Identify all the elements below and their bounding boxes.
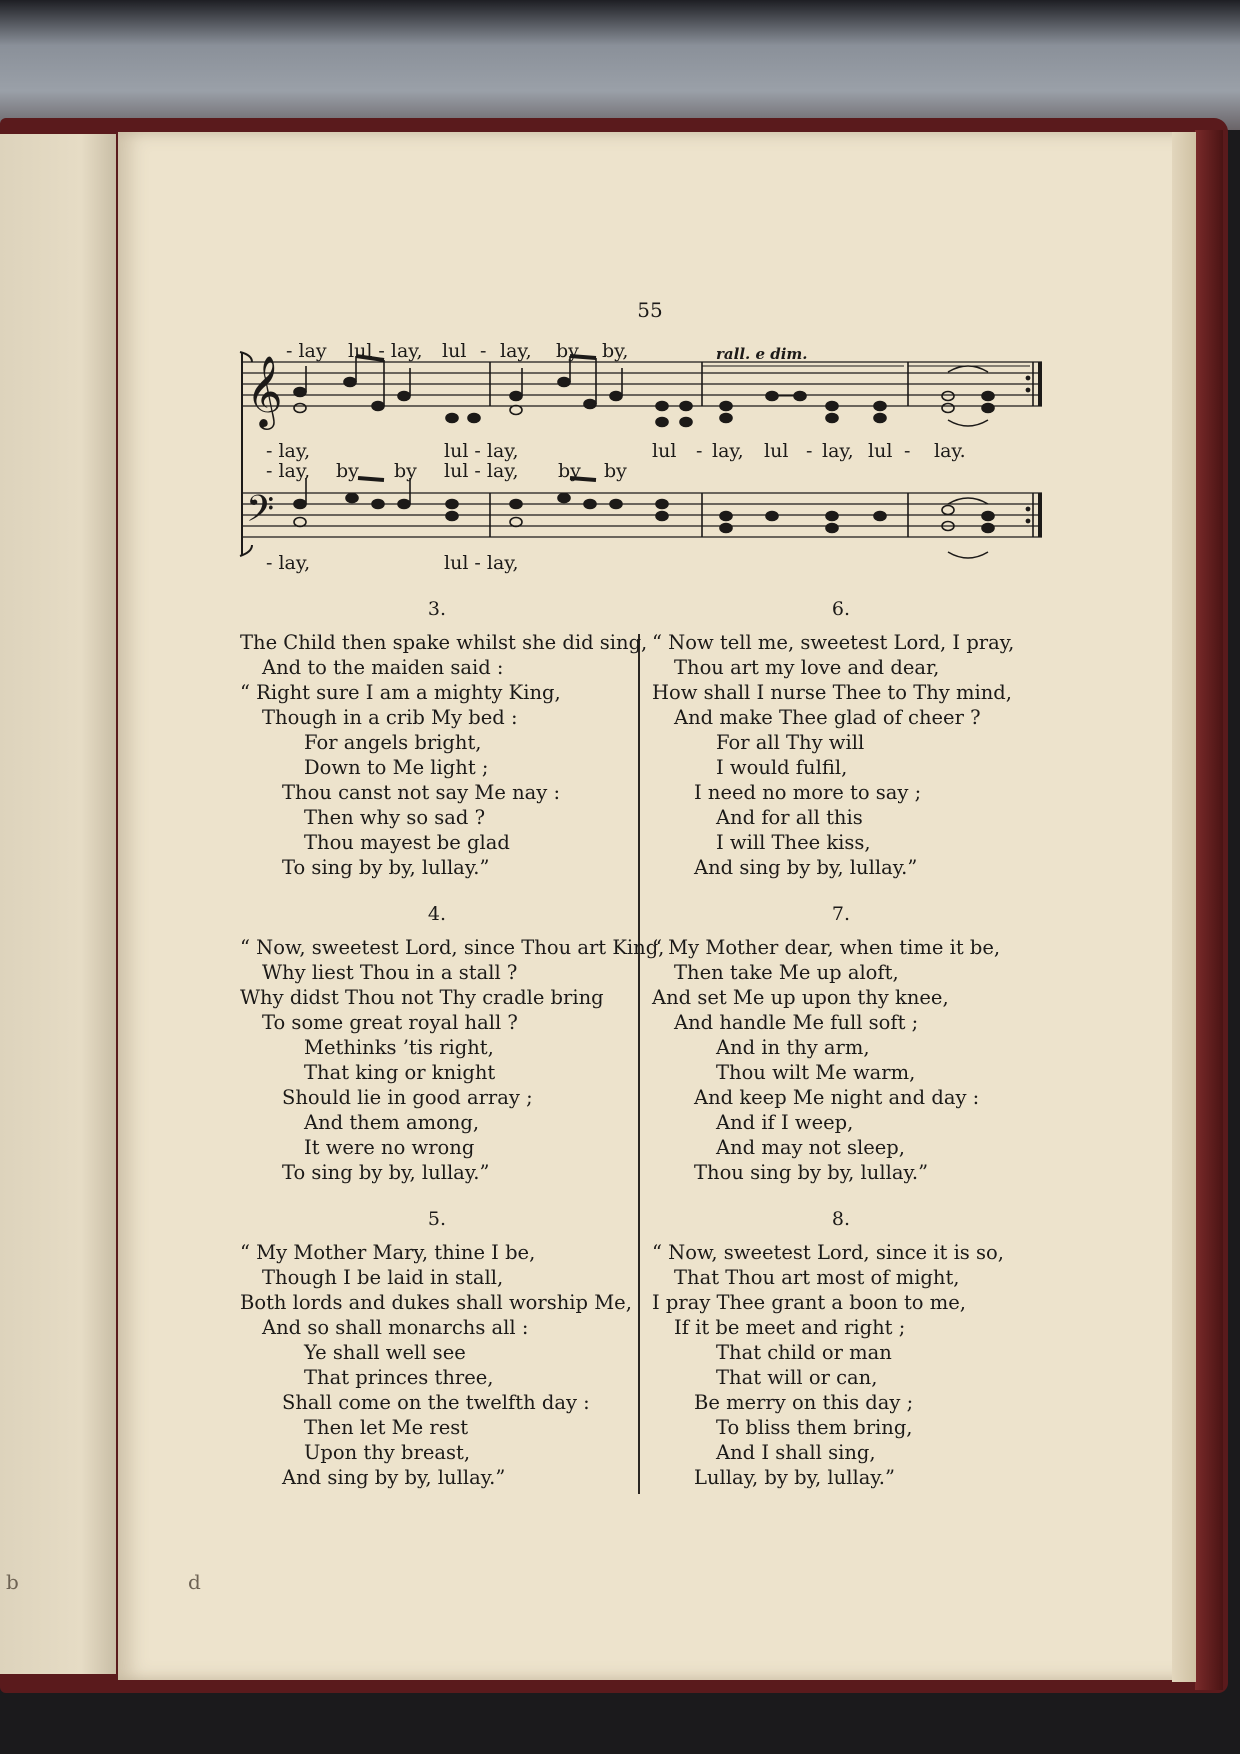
verse-line: And so shall monarchs all : — [262, 1316, 529, 1339]
lyric-syllable: - lay, — [266, 440, 311, 462]
margin-mark: b — [6, 1570, 19, 1594]
verse-line: That child or man — [716, 1341, 892, 1364]
verse-line: “ Now tell me, sweetest Lord, I pray, — [652, 631, 1015, 654]
verse-line: “ My Mother dear, when time it be, — [652, 936, 1001, 959]
verse-line: To sing by by, lullay.” — [282, 856, 490, 879]
verse-line: Though I be laid in stall, — [262, 1266, 504, 1289]
lyric-syllable: - lay — [286, 340, 327, 362]
bass-staff — [242, 493, 1042, 537]
lyric-syllable: lul — [652, 440, 677, 462]
verse-line: Thou mayest be glad — [304, 831, 510, 854]
lyric-syllable: - lay, — [266, 552, 311, 574]
lyric-syllable: lul — [442, 340, 467, 362]
verse-number: 4. — [427, 903, 447, 925]
verse-line: For all Thy will — [716, 731, 865, 754]
verse-line: The Child then spake whilst she did sing, — [240, 631, 648, 654]
verse-line: And make Thee glad of cheer ? — [674, 706, 981, 729]
verse-line: And to the maiden said : — [262, 656, 504, 679]
verse-line: And I shall sing, — [716, 1441, 876, 1464]
lyric-syllable: lay, — [822, 440, 854, 462]
lyric-syllable: lul - lay, — [444, 552, 519, 574]
lyric-syllable: lul — [868, 440, 893, 462]
lyric-syllable: lay. — [934, 440, 966, 462]
verse-line: Why didst Thou not Thy cradle bring — [240, 986, 604, 1009]
verse-line: And in thy arm, — [716, 1036, 870, 1059]
column-divider — [638, 634, 640, 1494]
verse-number: 8. — [831, 1208, 851, 1230]
lyric-syllable: by — [558, 460, 581, 482]
verse-line: I pray Thee grant a boon to me, — [652, 1291, 966, 1314]
verse-line: I need no more to say ; — [694, 781, 922, 804]
verse-line: That will or can, — [716, 1366, 878, 1389]
verse-line: Thou sing by by, lullay.” — [694, 1161, 929, 1184]
lyric-syllable: - — [696, 440, 703, 462]
verse-line: “ Now, sweetest Lord, since it is so, — [652, 1241, 1004, 1264]
verse-line: I will Thee kiss, — [716, 831, 871, 854]
verse-line: Methinks ’tis right, — [304, 1036, 494, 1059]
verse-line: Then let Me rest — [304, 1416, 469, 1439]
verse-line: Then take Me up aloft, — [674, 961, 899, 984]
verse-line: “ Right sure I am a mighty King, — [240, 681, 561, 704]
lyric-syllable: by — [556, 340, 579, 362]
verse-line: Shall come on the twelfth day : — [282, 1391, 590, 1414]
verse-line: That king or knight — [304, 1061, 496, 1084]
verse-number: 7. — [831, 903, 851, 925]
verse-line: Both lords and dukes shall worship Me, — [240, 1291, 632, 1314]
verse-line: Upon thy breast, — [304, 1441, 471, 1464]
lyric-syllable: - — [480, 340, 487, 362]
tempo-direction: rall. e dim. — [716, 345, 808, 363]
lyric-syllable: lul - lay, — [348, 340, 423, 362]
verse-line: Lullay, by by, lullay.” — [694, 1466, 895, 1489]
margin-mark: d — [188, 1570, 201, 1594]
verse-line: Ye shall well see — [304, 1341, 466, 1364]
lyric-syllable: by — [394, 460, 417, 482]
lyric-syllable: lul - lay, — [444, 460, 519, 482]
verse-line: Thou art my love and dear, — [674, 656, 940, 679]
verse-line: And keep Me night and day : — [694, 1086, 980, 1109]
verse-line: To bliss them bring, — [716, 1416, 913, 1439]
treble-clef-icon: 𝄞 — [246, 354, 283, 427]
verse-line: Should lie in good array ; — [282, 1086, 533, 1109]
verse-line: And sing by by, lullay.” — [694, 856, 918, 879]
lyric-syllable: by, — [602, 340, 629, 362]
lyric-syllable: lul - lay, — [444, 440, 519, 462]
verse-line: And if I weep, — [716, 1111, 854, 1134]
verse-line: Thou wilt Me warm, — [716, 1061, 916, 1084]
verse-line: That Thou art most of might, — [674, 1266, 960, 1289]
lyric-syllable: - — [904, 440, 911, 462]
lyric-syllable: lul — [764, 440, 789, 462]
verse-line: Be merry on this day ; — [694, 1391, 914, 1414]
verse-line: And may not sleep, — [716, 1136, 905, 1159]
verse-line: “ Now, sweetest Lord, since Thou art King, — [240, 936, 665, 959]
verse-number: 3. — [427, 598, 447, 620]
lyric-syllable: lay, — [712, 440, 744, 462]
verse-line: For angels bright, — [304, 731, 482, 754]
treble-staff — [242, 362, 1042, 406]
verse-line: Then why so sad ? — [304, 806, 486, 829]
verse-line: And handle Me full soft ; — [674, 1011, 919, 1034]
lyric-syllable: - — [806, 440, 813, 462]
lyric-syllable: lay, — [500, 340, 532, 362]
page-number: 55 — [637, 298, 663, 322]
verse-line: To sing by by, lullay.” — [282, 1161, 490, 1184]
verse-line: To some great royal hall ? — [262, 1011, 518, 1034]
verse-line: I would fulfil, — [716, 756, 848, 779]
verse-line: And sing by by, lullay.” — [282, 1466, 506, 1489]
verse-number: 5. — [427, 1208, 447, 1230]
verse-line: It were no wrong — [304, 1136, 475, 1159]
verse-line: Down to Me light ; — [304, 756, 489, 779]
verse-line: And set Me up upon thy knee, — [652, 986, 949, 1009]
verse-line: Though in a crib My bed : — [262, 706, 518, 729]
lyric-syllable: - lay, — [266, 460, 311, 482]
bass-clef-icon: 𝄢 — [246, 488, 275, 539]
verse-line: Why liest Thou in a stall ? — [262, 961, 518, 984]
verse-line: How shall I nurse Thee to Thy mind, — [652, 681, 1012, 704]
verse-line: Thou canst not say Me nay : — [282, 781, 561, 804]
verse-line: And them among, — [304, 1111, 480, 1134]
lyric-syllable: by — [604, 460, 627, 482]
verse-line: And for all this — [716, 806, 863, 829]
verse-line: “ My Mother Mary, thine I be, — [240, 1241, 536, 1264]
music-score — [0, 0, 1240, 580]
verse-line: That princes three, — [304, 1366, 494, 1389]
verse-line: If it be meet and right ; — [674, 1316, 906, 1339]
lyric-syllable: by — [336, 460, 359, 482]
verse-number: 6. — [831, 598, 851, 620]
